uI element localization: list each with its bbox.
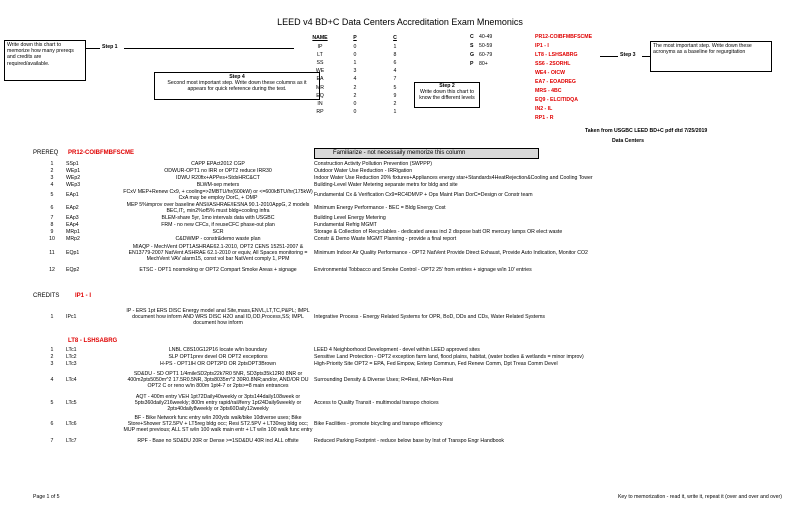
row-number: 7 xyxy=(50,437,54,444)
row-number: 8 xyxy=(50,221,54,228)
level-range: 80+ xyxy=(479,61,488,67)
credit-code: EQp1 xyxy=(66,250,80,256)
row-number: 2 xyxy=(50,353,54,360)
mnemonic-text xyxy=(123,242,313,264)
row-number: 4 xyxy=(50,377,54,383)
mnemonic-text xyxy=(123,302,313,332)
description-text-value: Minimum Energy Performance - BEC = Bldg Energy Cost xyxy=(314,204,446,211)
mnemonic-text xyxy=(123,264,313,275)
row-number: 1 xyxy=(50,160,54,167)
prereq-count: 3 xyxy=(353,68,357,75)
lt-acronym: LT8 - LSHSABRG xyxy=(68,338,118,344)
row-number: 12 xyxy=(49,266,55,273)
step2-label: Step 2 xyxy=(439,83,455,89)
credit-code: IPc1 xyxy=(66,314,77,320)
description-text xyxy=(314,174,794,181)
credit-code: LTc5 xyxy=(66,399,77,406)
mnemonic-text xyxy=(123,221,313,228)
step2-text: Write down this chart to know the different levels xyxy=(419,89,475,101)
mnemonic-text xyxy=(123,393,313,412)
mnemonic-text-value: FCxV MEP+Renew Cx9, + cooling=>2MBTU/hr(600kW) or <=600kBTU/hr(175kW) CxA may be employ DorC, + OMP xyxy=(123,188,313,201)
description-text-value: Fundamental Refrig MGMT xyxy=(314,221,377,228)
mnemonic-text-value: IDWU R20fix+APPes+StdsHRC&CT xyxy=(176,174,260,181)
credit-code: EAp4 xyxy=(66,221,79,228)
col-header-p: P xyxy=(353,35,357,41)
footer-page: Page 1 of 5 xyxy=(33,494,60,500)
row-number: 1 xyxy=(50,346,54,353)
description-text xyxy=(314,167,794,174)
step3-label: Step 3 xyxy=(620,52,636,58)
level-range: 40-49 xyxy=(479,34,493,40)
credit-code: EAp3 xyxy=(66,214,79,221)
level-letter: S xyxy=(470,43,474,49)
row-number: 10 xyxy=(49,235,55,242)
col-header-c: C xyxy=(393,35,397,41)
row-number: 3 xyxy=(50,174,54,181)
mnemonic-text-value: H-PS - OPT1IH OR OPT2PD OR 2ptsOPT3Brown xyxy=(160,360,276,367)
credit-code: WEp3 xyxy=(66,181,81,188)
description-text-value: Access to Quality Transit - multimodal transpo choices xyxy=(314,399,439,406)
description-text xyxy=(314,201,794,214)
credit-count: 1 xyxy=(393,108,397,115)
level-range: 50-59 xyxy=(479,43,493,49)
description-text xyxy=(314,412,794,436)
prereq-count: 2 xyxy=(353,92,357,99)
credit-count: 5 xyxy=(393,84,397,91)
credit-code: LTc2 xyxy=(66,353,77,360)
description-text-value: Construction Activity Pollution Prevention (SWPPP) xyxy=(314,160,432,167)
acronym-item: PR12-COIBFMBFSCME xyxy=(535,34,593,40)
credit-count: 9 xyxy=(393,92,397,99)
mnemonic-text-value: SLP OPT1prev devel OR OPT2 exceptions xyxy=(168,353,268,360)
acronym-item: SS6 - 2SORHL xyxy=(535,61,571,67)
credit-code: WEp1 xyxy=(66,167,81,174)
row-number: 6 xyxy=(50,421,54,427)
mnemonic-text xyxy=(123,181,313,188)
prereq-count: 0 xyxy=(353,44,357,50)
mnemonic-text-value: SCR xyxy=(212,228,224,235)
row-number: 6 xyxy=(50,204,54,211)
description-text xyxy=(314,228,794,235)
ip-acronym: IP1 - I xyxy=(75,293,92,299)
credit-code: EQp2 xyxy=(66,266,80,273)
credit-count: 6 xyxy=(393,60,397,67)
mnemonic-text-value: AQT - 400m entry VEH 1pt72Daily40weekly or 3pts144daily108week or 5pts360daily216weekly; 800m entry rapid/rail/ferry 1pt24Daily6weekly or 2pts40daily8weekly or 3pts60Daily12weekly xyxy=(134,393,302,412)
credit-count: 4 xyxy=(393,68,397,75)
credit-code: LTc4 xyxy=(66,377,77,383)
row-number: 5 xyxy=(50,399,54,406)
arrow-line xyxy=(86,48,100,49)
mnemonic-text xyxy=(123,188,313,201)
credit-code: LTc1 xyxy=(66,346,77,353)
prereq-count: 1 xyxy=(353,60,357,67)
level-letter: C xyxy=(470,34,474,40)
acronym-item: MRS - 4BC xyxy=(535,88,562,94)
description-text xyxy=(314,235,794,242)
level-letter: P xyxy=(470,61,474,67)
description-text-value: Outdoor Water Use Reduction - IRRigation xyxy=(314,167,413,174)
description-text-value: Reduced Parking Footprint - reduce below base by Inst of Transpo Engr Handbook xyxy=(314,437,505,444)
prereq-label: PREREQ xyxy=(33,150,59,156)
description-text xyxy=(314,393,794,412)
description-text xyxy=(314,302,794,332)
description-text-value: Surrounding Density & Diverse Uses; R=Resi, NR=Non-Resi xyxy=(314,377,454,383)
mnemonic-text xyxy=(123,201,313,214)
mnemonic-text-value: BLEM-share 5yr, 1mo intervals data with USGBC xyxy=(161,214,275,221)
row-number: 4 xyxy=(50,181,54,188)
level-letter: G xyxy=(470,52,475,58)
category-name: EQ xyxy=(316,92,324,99)
mnemonic-text xyxy=(123,235,313,242)
arrow-line xyxy=(600,56,618,57)
mnemonic-text-value: RPF - Base no SD&DU 20R or Dense >=1SD&DU 40R incl ALL offsite xyxy=(137,437,299,444)
description-text-value: Fundamental Cx & Verification Cx9=RC4DMVP + Ops Maint Plan DorC=Design or Constr team xyxy=(314,191,533,198)
description-text xyxy=(314,436,794,445)
description-text xyxy=(314,360,794,367)
acronym-item: LT8 - LSHSABRG xyxy=(535,52,578,58)
mnemonic-text xyxy=(123,412,313,436)
footer-key: Key to memorization - read it, write it, repeat it (over and over and over) xyxy=(617,494,782,500)
mnemonic-text-value: ODWUR-OPT1 no IRR or OPT2 reduce IRR30 xyxy=(164,167,272,174)
category-name: LT xyxy=(317,52,323,59)
familiarize-banner xyxy=(314,148,539,159)
category-name: WE xyxy=(315,68,325,75)
mnemonic-text-value: FRM - no new CFCs, if reuseCFC phase-out plan xyxy=(161,221,275,228)
mnemonic-text xyxy=(123,160,313,167)
credit-code: SSp1 xyxy=(66,160,79,167)
mnemonic-text xyxy=(123,360,313,367)
description-text-value: Constr & Demo Waste MGMT Planning - provide a final report xyxy=(314,235,457,242)
mnemonic-text xyxy=(123,174,313,181)
left-note-box: Write down this chart to memorize how many prereqs and credits are required/available. xyxy=(4,40,86,81)
description-text-value: Sensitive Land Protection - OPT2 exception farm land, flood plains, habitat, (water bodies & wetlands = minor improv) xyxy=(314,353,584,360)
acronym-item: RP1 - R xyxy=(535,115,554,121)
credit-count: 7 xyxy=(393,76,397,83)
description-text-value: Building Level Energy Metering xyxy=(314,214,386,221)
row-number: 7 xyxy=(50,214,54,221)
description-text-value: Minimum Indoor Air Quality Performance - OPT2 NatVent Provide Direct Exhaust, Provide Auto Indication, Monitor CO2 xyxy=(314,250,588,256)
mnemonic-text-value: MEP 5%improv over baseline ANSI/ASHRAE/IESNA 90.1-2010AppG, 2 models BEC,IT;, min2%of5% must bldg+cooling infra xyxy=(126,201,310,214)
credit-code: EAp2 xyxy=(66,204,79,211)
mnemonic-text-value: ETSC - OPT1 nosmoking or OPT2 Compart Smoke Areas + signage xyxy=(139,266,297,273)
source-note: Taken from USGBC LEED BD+C pdf dtd 7/25/2019 xyxy=(585,128,708,134)
credit-code: LTc3 xyxy=(66,360,77,367)
description-text-value: LEED 4 Neighborhood Development - devel within LEED approved sites xyxy=(314,346,480,353)
description-text xyxy=(314,221,794,228)
prereq-count: 2 xyxy=(353,84,357,91)
step4-label: Step 4 xyxy=(229,74,245,80)
step2-box xyxy=(414,82,480,108)
category-name: RP xyxy=(316,108,324,115)
credit-code: LTc6 xyxy=(66,421,77,427)
description-text xyxy=(314,214,794,221)
credit-code: LTc7 xyxy=(66,437,77,444)
description-text xyxy=(314,160,794,167)
mnemonic-text xyxy=(123,436,313,445)
mnemonic-text xyxy=(123,167,313,174)
description-text xyxy=(314,353,794,360)
mnemonic-text xyxy=(123,346,313,353)
category-name: IN xyxy=(317,100,323,107)
mnemonic-text-value: LNBL C8S10G12P16 locate w/in boundary xyxy=(168,346,268,353)
mnemonic-text-value: IP - ERS 1pt ERS DISC Energy model anal Site,mass,ENVL,LT,TC,P&PL; IMPL document how inform AND WRS DISC H2O anal ID,OD,Process,SS; IMPL document how inform xyxy=(126,308,310,326)
mnemonic-text xyxy=(123,214,313,221)
description-text-value: Bike Facilities - promote bicycling and transpo efficiency xyxy=(314,421,443,427)
category-name: IP xyxy=(317,44,323,50)
description-text xyxy=(314,188,794,201)
familiarize-text: Familiarize - not necessaily memorize this column xyxy=(333,150,466,156)
credit-code: EAp1 xyxy=(66,191,79,198)
step4-text: Second most important step. Write down these columns as it appears for quick reference during the test. xyxy=(167,80,307,92)
mnemonic-text-value: C&DWMP - constr&demo waste plan xyxy=(175,235,261,242)
mnemonic-text xyxy=(123,228,313,235)
row-number: 5 xyxy=(50,191,54,198)
row-number: 9 xyxy=(50,228,54,235)
mnemonic-text-value: CAPP EPAct2012 CGP xyxy=(191,160,245,167)
data-centers-label: Data Centers xyxy=(612,138,645,144)
mnemonic-text-value: MIAQP - MechVent OPT1ASHRAE62.1-2010, OPT2 CENS 15251-2007 & EN13779-2007 NatVent ASHRAE 62.1-2010 or equiv, All Spaces monitoring = MechVent VAV alarm15, const vol bar NatVent comply 1, PPM xyxy=(128,244,308,262)
description-text xyxy=(314,264,794,275)
mnemonic-text xyxy=(123,353,313,360)
credits-label: CREDITS xyxy=(33,293,60,299)
description-text-value: Storage & Collection of Recyclables - dedicated areas incl 2 dispose batt OR mercury lamps OR elect waste xyxy=(314,228,563,235)
step1-label: Step 1 xyxy=(102,44,118,50)
description-text-value: High-Priority Site OPT2 = EPA, Fed Empow, Enterp Commun, Fed Renew Comm, Dpt Treas Comm Devel xyxy=(314,360,558,367)
acronym-item: IN2 - IL xyxy=(535,106,553,112)
arrow-line xyxy=(642,56,650,57)
description-text-value: Integrative Process - Energy Related Systems for OPR, BoD, DDs and CDs, Water Related Systems xyxy=(314,314,546,320)
credit-code: MRp1 xyxy=(66,228,80,235)
row-number: 3 xyxy=(50,360,54,367)
description-text-value: Environmental Tobbacco and Smoke Control - OPT2 25' from entries + signage w/in 10' entries xyxy=(314,266,532,273)
mnemonic-text-value: BLWM-sep meters xyxy=(196,181,240,188)
acronym-item: IP1 - I xyxy=(535,43,549,49)
step3-box: The most important step. Write down these acronyms as a baseline for regurgitation xyxy=(650,41,772,72)
mnemonic-text-value: BF - Bike Network func entry w/in 200yds walk/bike 10diverse uses; Bike Store+Shower ST2.5PV + LT5reg bldg occ; Resi ST2.5PV + LT30reg bldg occ; MUP meet previous; ALL ST w/in 100 walk main entr + LT w/in 100 walk func entry xyxy=(123,415,313,433)
row-number: 1 xyxy=(50,314,54,320)
acronym-item: WE4 - OICW xyxy=(535,70,565,76)
description-text xyxy=(314,367,794,393)
step4-box xyxy=(154,72,320,100)
mnemonic-text-value: SD&DU - SD OPT1 1/4mileSD2pts22k7R0 5NR, SD3pts35k12R0 8NR or 400m2pts5050m^2 17.5R0.5NR, 3pts8035m^2 30R0.8NR;and/or, AND/OR DU OPT2 C or reno w/in 800m 1pt4-7 or 2pts>=8 main entrances xyxy=(127,371,309,389)
credit-code: MRp2 xyxy=(66,235,80,242)
description-text xyxy=(314,346,794,353)
mnemonic-text xyxy=(123,367,313,393)
level-range: 60-79 xyxy=(479,52,493,58)
description-text xyxy=(314,181,794,188)
arrow-line xyxy=(124,48,294,49)
prereq-acronym: PR12-COIBFMBFSCME xyxy=(68,150,135,156)
prereq-count: 0 xyxy=(353,52,357,59)
credit-count: 2 xyxy=(393,100,397,107)
description-text xyxy=(314,242,794,264)
prereq-count: 4 xyxy=(353,76,357,83)
category-name: SS xyxy=(316,60,324,67)
acronym-item: EQ9 - ELCITIDQA xyxy=(535,97,578,103)
row-number: 11 xyxy=(49,250,55,256)
credit-count: 1 xyxy=(393,44,397,50)
row-number: 2 xyxy=(50,167,54,174)
category-name: MR xyxy=(315,84,325,91)
page-title: LEED v4 BD+C Data Centers Accreditation Exam Mnemonics xyxy=(277,17,523,27)
description-text-value: Building-Level Water Metering separate metrs for bldg and site xyxy=(314,181,458,188)
acronym-item: EA7 - EOADREG xyxy=(535,79,576,85)
col-header-name: NAME xyxy=(312,35,328,41)
prereq-count: 0 xyxy=(353,108,357,115)
credit-count: 8 xyxy=(393,52,397,59)
category-name: EA xyxy=(316,76,324,83)
credit-code: WEp2 xyxy=(66,174,81,181)
prereq-count: 0 xyxy=(353,100,357,107)
description-text-value: Indoor Water Use Reduction 20% fixtures+Appliances energy star+Standards4HeatRejection&Cooling and Cooling Tower xyxy=(314,174,593,181)
